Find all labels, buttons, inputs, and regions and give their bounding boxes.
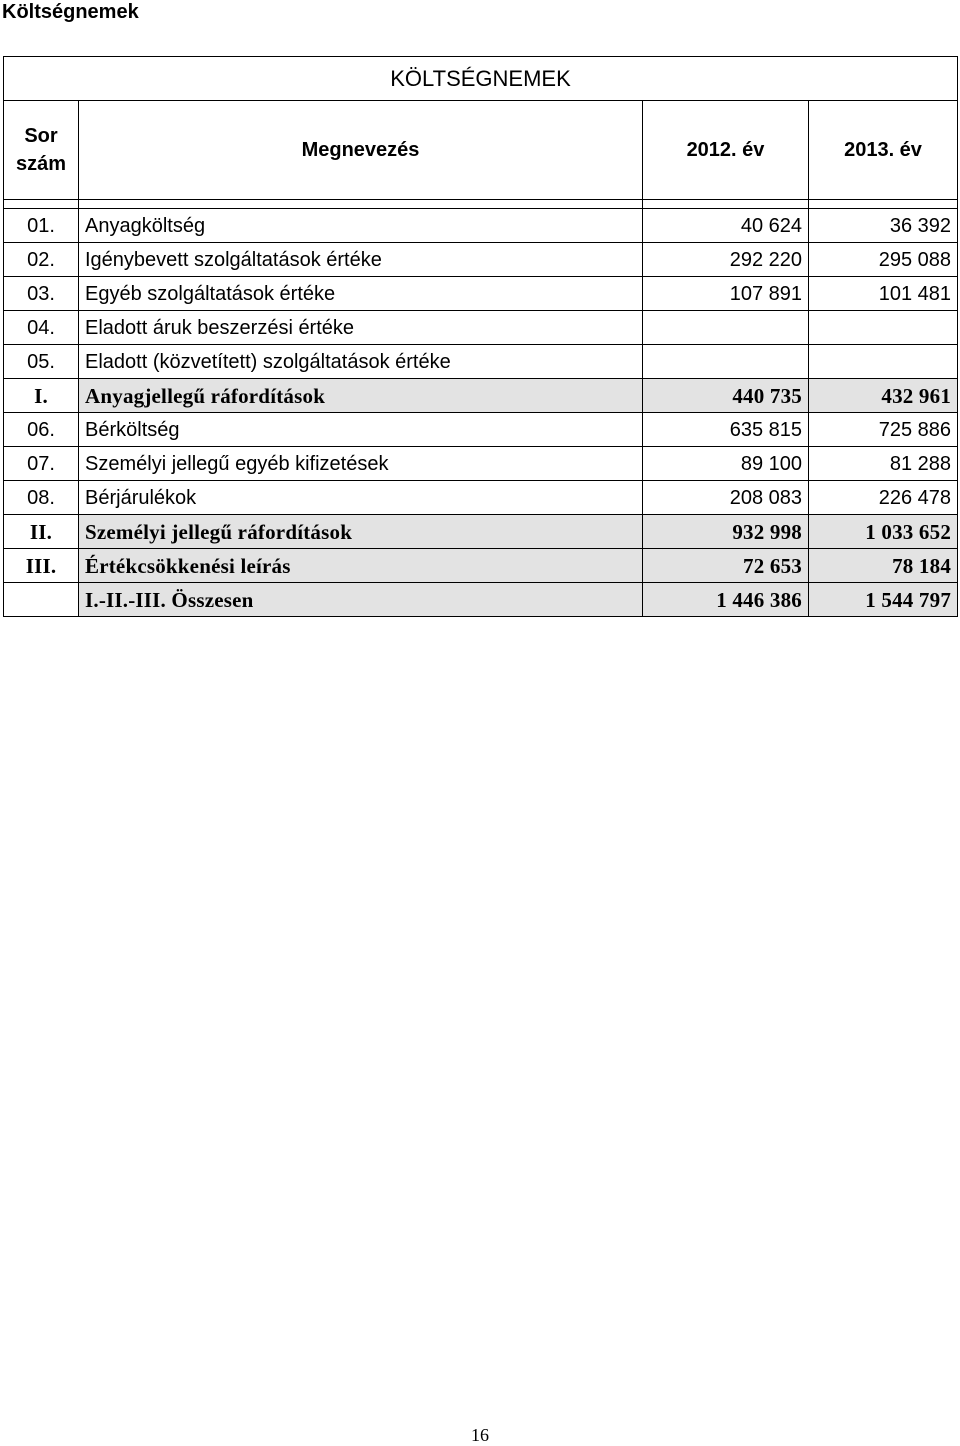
row-name: Anyagjellegű ráfordítások: [79, 379, 643, 413]
row-value-2013: 36 392: [809, 209, 958, 243]
row-value-2012: 107 891: [643, 277, 809, 311]
subtotal-row: [4, 549, 958, 583]
row-number: II.: [4, 515, 79, 549]
row-number: 08.: [4, 481, 79, 515]
row-value-2013: 81 288: [809, 447, 958, 481]
row-value-2012: 440 735: [643, 379, 809, 413]
row-value-2013: 432 961: [809, 379, 958, 413]
table-header-row: [4, 101, 958, 200]
spacer-cell: [809, 200, 958, 209]
row-value-2012: [643, 345, 809, 379]
row-number: 05.: [4, 345, 79, 379]
row-value-2012: 40 624: [643, 209, 809, 243]
table-title: KÖLTSÉGNEMEK: [4, 57, 958, 101]
row-name: Bérjárulékok: [79, 481, 643, 515]
row-number: 04.: [4, 311, 79, 345]
row-number: [4, 583, 79, 617]
subtotal-row: [4, 515, 958, 549]
row-value-2012: [643, 311, 809, 345]
row-value-2013: [809, 311, 958, 345]
row-value-2012: 89 100: [643, 447, 809, 481]
row-name: Személyi jellegű ráfordítások: [79, 515, 643, 549]
row-number: 03.: [4, 277, 79, 311]
subtotal-row: [4, 379, 958, 413]
header-name: Megnevezés: [79, 101, 643, 200]
row-name: Eladott (közvetített) szolgáltatások értéke: [79, 345, 643, 379]
row-name: Eladott áruk beszerzési értéke: [79, 311, 643, 345]
spacer-cell: [4, 200, 79, 209]
row-name: Bérköltség: [79, 413, 643, 447]
table-row: [4, 311, 958, 345]
header-year-2012: 2012. év: [643, 101, 809, 200]
row-value-2013: 226 478: [809, 481, 958, 515]
table-row: [4, 481, 958, 515]
header-year-2013: 2013. év: [809, 101, 958, 200]
row-value-2013: 295 088: [809, 243, 958, 277]
row-value-2013: 78 184: [809, 549, 958, 583]
row-name: Egyéb szolgáltatások értéke: [79, 277, 643, 311]
row-value-2013: 101 481: [809, 277, 958, 311]
page-heading: Költségnemek: [2, 1, 139, 23]
row-name: Anyagköltség: [79, 209, 643, 243]
table-row: [4, 345, 958, 379]
page-number: 16: [471, 1425, 489, 1445]
table-row: [4, 209, 958, 243]
row-number: 02.: [4, 243, 79, 277]
total-row: [4, 583, 958, 617]
header-spacer-row: [4, 200, 958, 209]
row-value-2012: 208 083: [643, 481, 809, 515]
header-row-number: Sor szám: [4, 101, 79, 200]
table-title-row: [4, 57, 958, 101]
row-name: Személyi jellegű egyéb kifizetések: [79, 447, 643, 481]
spacer-cell: [643, 200, 809, 209]
row-value-2012: 292 220: [643, 243, 809, 277]
row-value-2013: 725 886: [809, 413, 958, 447]
row-name: Értékcsökkenési leírás: [79, 549, 643, 583]
row-value-2012: 1 446 386: [643, 583, 809, 617]
row-value-2012: 72 653: [643, 549, 809, 583]
row-name: Igénybevett szolgáltatások értéke: [79, 243, 643, 277]
table-row: [4, 277, 958, 311]
row-value-2012: 932 998: [643, 515, 809, 549]
row-name: I.-II.-III. Összesen: [79, 583, 643, 617]
row-value-2013: 1 544 797: [809, 583, 958, 617]
row-number: 06.: [4, 413, 79, 447]
table-row: [4, 413, 958, 447]
row-value-2013: [809, 345, 958, 379]
row-number: III.: [4, 549, 79, 583]
row-number: 01.: [4, 209, 79, 243]
table-row: [4, 447, 958, 481]
cost-types-table: [3, 56, 958, 617]
row-number: 07.: [4, 447, 79, 481]
table-row: [4, 243, 958, 277]
row-number: I.: [4, 379, 79, 413]
row-value-2013: 1 033 652: [809, 515, 958, 549]
spacer-cell: [79, 200, 643, 209]
row-value-2012: 635 815: [643, 413, 809, 447]
